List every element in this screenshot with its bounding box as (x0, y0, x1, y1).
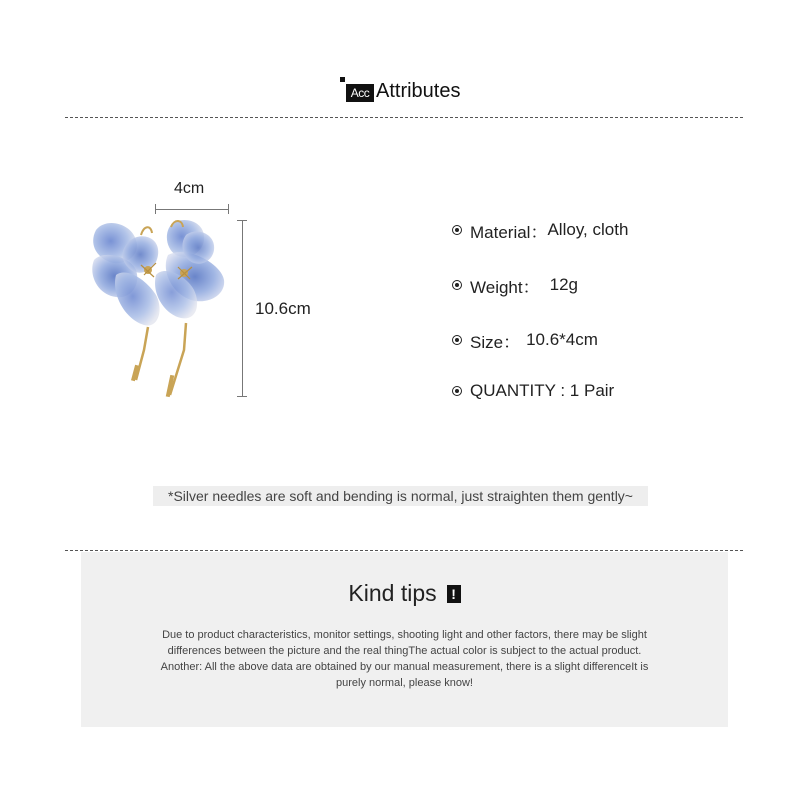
bullet-icon (452, 225, 462, 235)
bullet-icon (452, 335, 462, 345)
bottom-divider (65, 550, 743, 551)
top-divider (65, 117, 743, 118)
header-badge: Acc (346, 84, 374, 102)
kind-tips-box (81, 552, 728, 727)
exclamation-icon: ! (447, 585, 461, 603)
height-line (242, 220, 243, 396)
attr-weight (452, 273, 578, 297)
attr-value: Alloy, cloth (547, 220, 629, 239)
attr-value: 12g (549, 275, 578, 294)
width-tick-left (155, 204, 156, 214)
bullet-icon (452, 280, 462, 290)
attr-size (452, 328, 598, 352)
width-line (155, 209, 228, 210)
care-note: *Silver needles are soft and bending is normal, just straighten them gently~ (153, 486, 648, 506)
height-tick-bottom (237, 396, 247, 397)
tips-text (111, 627, 698, 691)
tips-line: Another: All the above data are obtained by our manual measurement, there is a slight differenceIt is (160, 661, 649, 673)
tips-line: Due to product characteristics, monitor settings, shooting light and other factors, there may be slight (162, 629, 647, 641)
height-tick-top (237, 220, 247, 221)
product-image (86, 215, 236, 410)
section-header (0, 74, 800, 110)
header-dot (340, 77, 345, 82)
attr-label: QUANTITY : 1 Pair (470, 381, 615, 400)
attr-label: Size： (470, 332, 521, 352)
attr-label: Material： (470, 222, 548, 242)
height-label: 10.6cm (255, 299, 311, 318)
attr-quantity (452, 379, 614, 403)
tips-line: purely normal, please know! (336, 677, 473, 689)
attr-material (452, 218, 628, 242)
section-title: Attributes (376, 80, 461, 102)
attr-label: Weight： (470, 277, 540, 297)
tips-title: Kind tips (348, 580, 437, 606)
attr-value: 10.6*4cm (526, 330, 598, 349)
width-tick-right (228, 204, 229, 214)
width-label: 4cm (174, 180, 205, 197)
tips-heading (81, 580, 728, 607)
tips-line: differences between the picture and the real thingThe actual color is subject to the actual product. (167, 645, 642, 657)
bullet-icon (452, 386, 462, 396)
